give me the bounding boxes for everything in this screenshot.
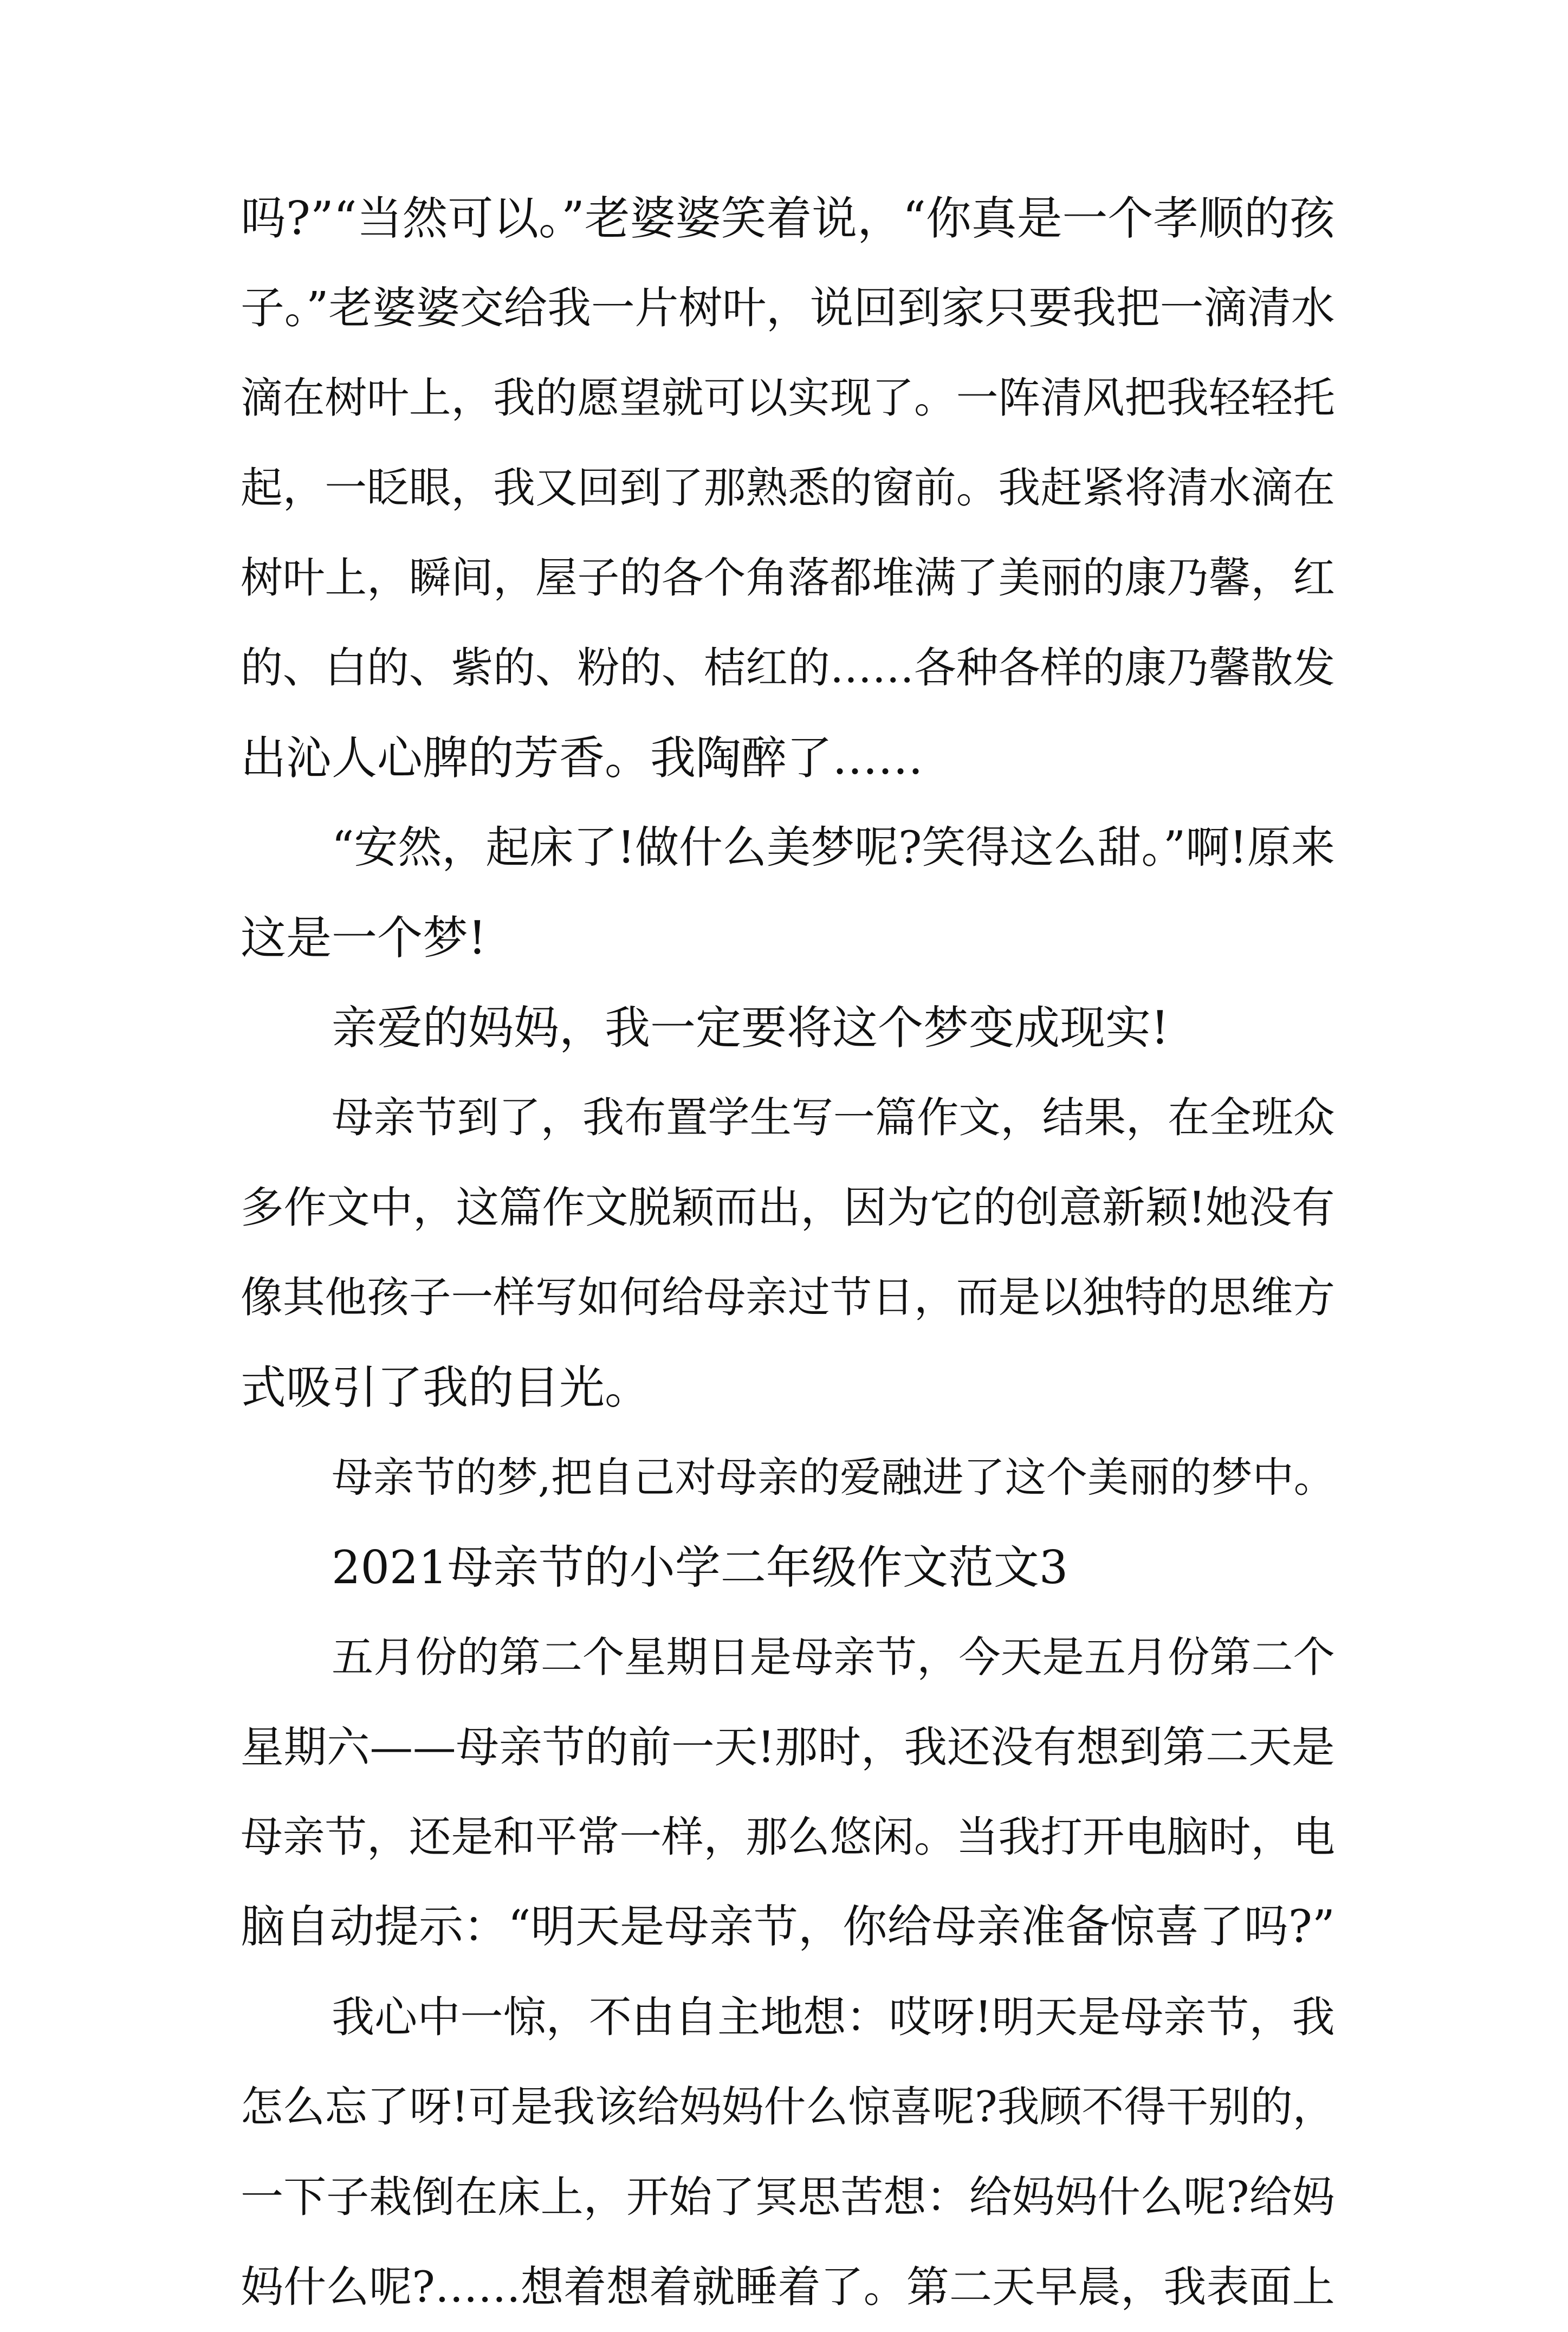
text-line: 母亲节，还是和平常一样，那么悠闲。当我打开电脑时，电 — [241, 1813, 1335, 1862]
text-line: 起，一眨眼，我又回到了那熟悉的窗前。我赶紧将清水滴在 — [241, 464, 1335, 513]
text-line: 树叶上，瞬间，屋子的各个角落都堆满了美丽的康乃馨，红 — [241, 554, 1335, 603]
text-line: 脑自动提示：“明天是母亲节，你给母亲准备惊喜了吗?” — [241, 1901, 1335, 1953]
text-line: 怎么忘了呀!可是我该给妈妈什么惊喜呢?我顾不得干别的， — [241, 2083, 1335, 2132]
text-line: 的、白的、紫的、粉的、桔红的……各种各样的康乃馨散发 — [241, 644, 1335, 692]
text-line: 多作文中，这篇作文脱颖而出，因为它的创意新颖!她没有 — [241, 1182, 1335, 1233]
paragraph-first-line: 母亲节到了，我布置学生写一篇作文，结果，在全班众 — [332, 1093, 1335, 1142]
paragraph-first-line: “安然，起床了!做什么美梦呢?笑得这么甜。”啊!原来 — [332, 822, 1335, 873]
paragraph-first-line: 五月份的第二个星期日是母亲节，今天是五月份第二个 — [332, 1633, 1335, 1682]
paragraph-first-line: 我心中一惊，不由自主地想：哎呀!明天是母亲节，我 — [332, 1992, 1335, 2042]
text-line: 星期六——母亲节的前一天!那时，我还没有想到第二天是 — [241, 1722, 1335, 1772]
text-line: 一下子栽倒在床上，开始了冥思苦想：给妈妈什么呢?给妈 — [241, 2172, 1335, 2222]
text-line: 滴在树叶上，我的愿望就可以实现了。一阵清风把我轻轻托 — [241, 374, 1335, 423]
paragraph-first-line: 母亲节的梦,把自己对母亲的爱融进了这个美丽的梦中。 — [332, 1453, 1335, 1501]
text-line: 式吸引了我的目光。 — [241, 1361, 651, 1414]
text-line: 妈什么呢?……想着想着就睡着了。第二天早晨，我表面上 — [241, 2262, 1335, 2312]
paragraph-first-line: 亲爱的妈妈，我一定要将这个梦变成现实! — [332, 1001, 1169, 1054]
essay-text-body — [241, 173, 1335, 2332]
text-line: 像其他孩子一样写如何给母亲过节日，而是以独特的思维方 — [241, 1273, 1335, 1322]
text-line: 吗?”“当然可以。”老婆婆笑着说，“你真是一个孝顺的孩 — [241, 192, 1335, 245]
section-heading: 2021母亲节的小学二年级作文范文3 — [332, 1541, 1068, 1594]
text-line: 子。”老婆婆交给我一片树叶，说回到家只要我把一滴清水 — [241, 283, 1335, 334]
text-line: 出沁人心脾的芳香。我陶醉了…… — [241, 731, 924, 785]
text-line: 这是一个梦! — [241, 911, 487, 964]
